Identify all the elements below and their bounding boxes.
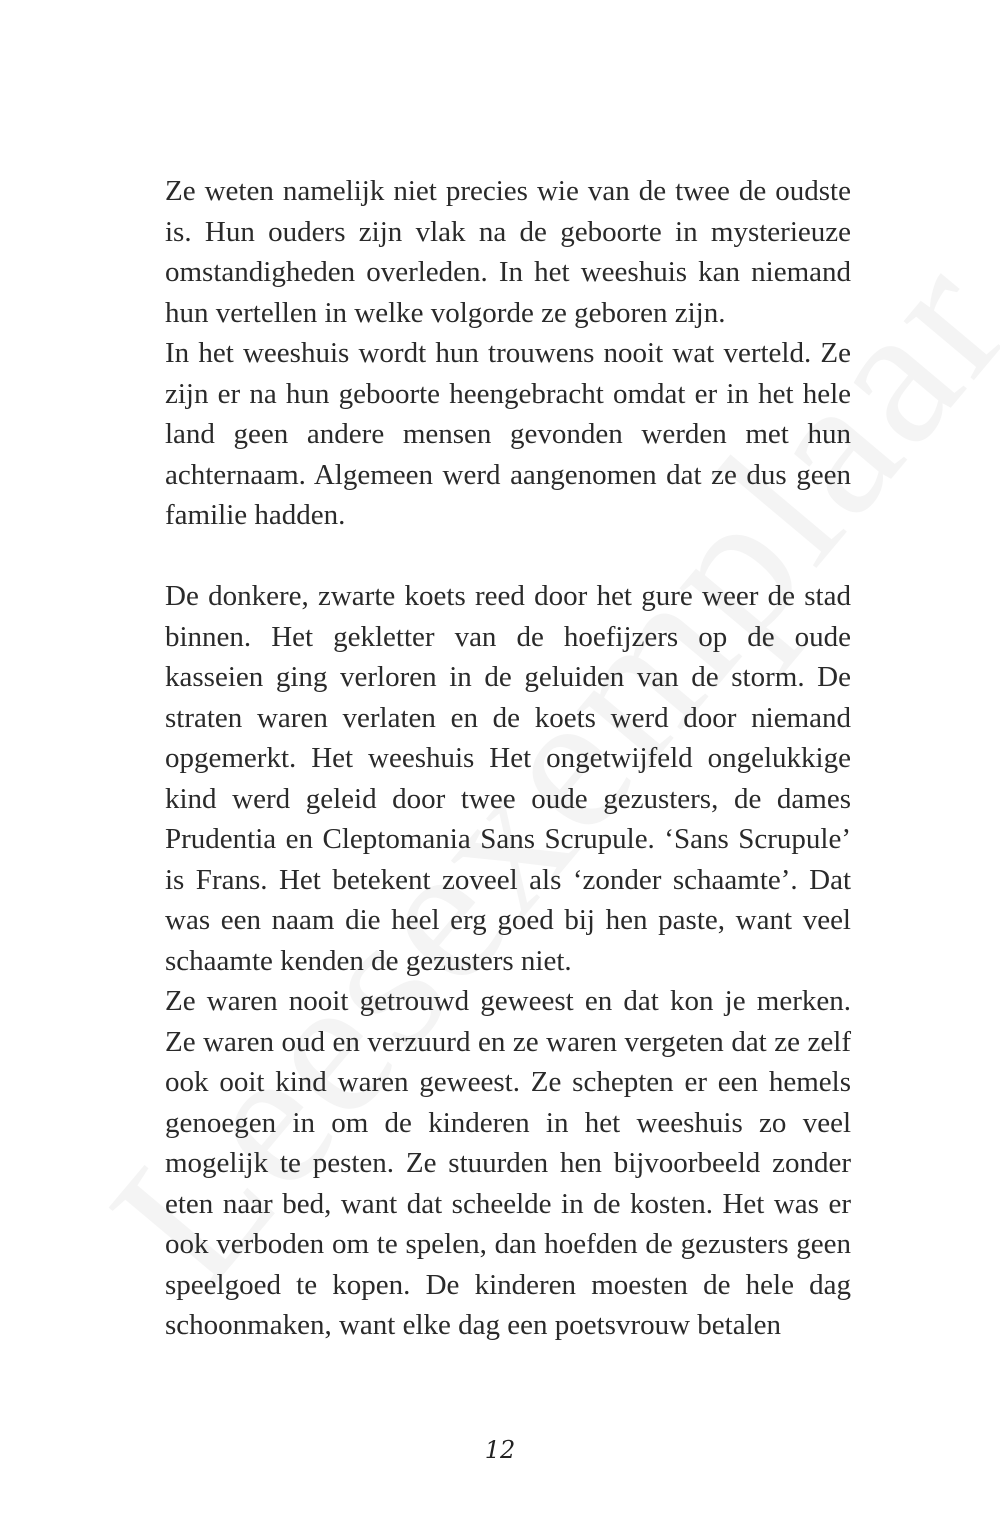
paragraph-4: Ze waren nooit getrouwd geweest en dat kon je merken. Ze waren oud en verzuurd en ze waren vergeten dat ze zelf ook ooit kind waren geweest. Ze schepten er een hemels genoegen in om de kinderen in het weeshuis zo veel mogelijk te pesten. Ze stuurden hen bijvoorbeeld zonder eten naar bed, want dat scheelde in de kosten. Het was er ook verboden om te spelen, dan hoefden de gezusters geen speelgoed te kopen. De kinderen moesten de hele dag schoonmaken, want elke dag een poetsvrouw betalen — [165, 985, 851, 1341]
paragraph-1: Ze weten namelijk niet precies wie van de twee de oudste is. Hun ouders zijn vlak na de geboorte in mysterieuze omstandigheden overleden. In het weeshuis kan niemand hun vertellen in welke volgorde ze geboren zijn. — [165, 175, 851, 329]
paragraph-2: In het weeshuis wordt hun trouwens nooit wat verteld. Ze zijn er na hun geboorte heengebracht omdat er in het hele land geen andere mensen gevonden werden met hun achternaam. Algemeen werd aangenomen dat ze dus geen familie hadden. — [165, 337, 851, 531]
body-text — [165, 171, 851, 1346]
paragraph-3: De donkere, zwarte koets reed door het gure weer de stad binnen. Het gekletter van de hoefijzers op de oude kasseien ging verloren in de geluiden van de storm. De straten waren verlaten en de koets werd door niemand opgemerkt. Het weeshuis Het ongetwijfeld ongelukkige kind werd geleid door twee oude gezusters, de dames Prudentia en Cleptomania Sans Scrupule. ‘Sans Scrupule’ is Frans. Het betekent zoveel als ‘zonder schaamte’. Dat was een naam die heel erg goed bij hen paste, want veel schaamte kenden de gezusters niet. — [165, 580, 851, 977]
page-number: 12 — [484, 1436, 516, 1464]
